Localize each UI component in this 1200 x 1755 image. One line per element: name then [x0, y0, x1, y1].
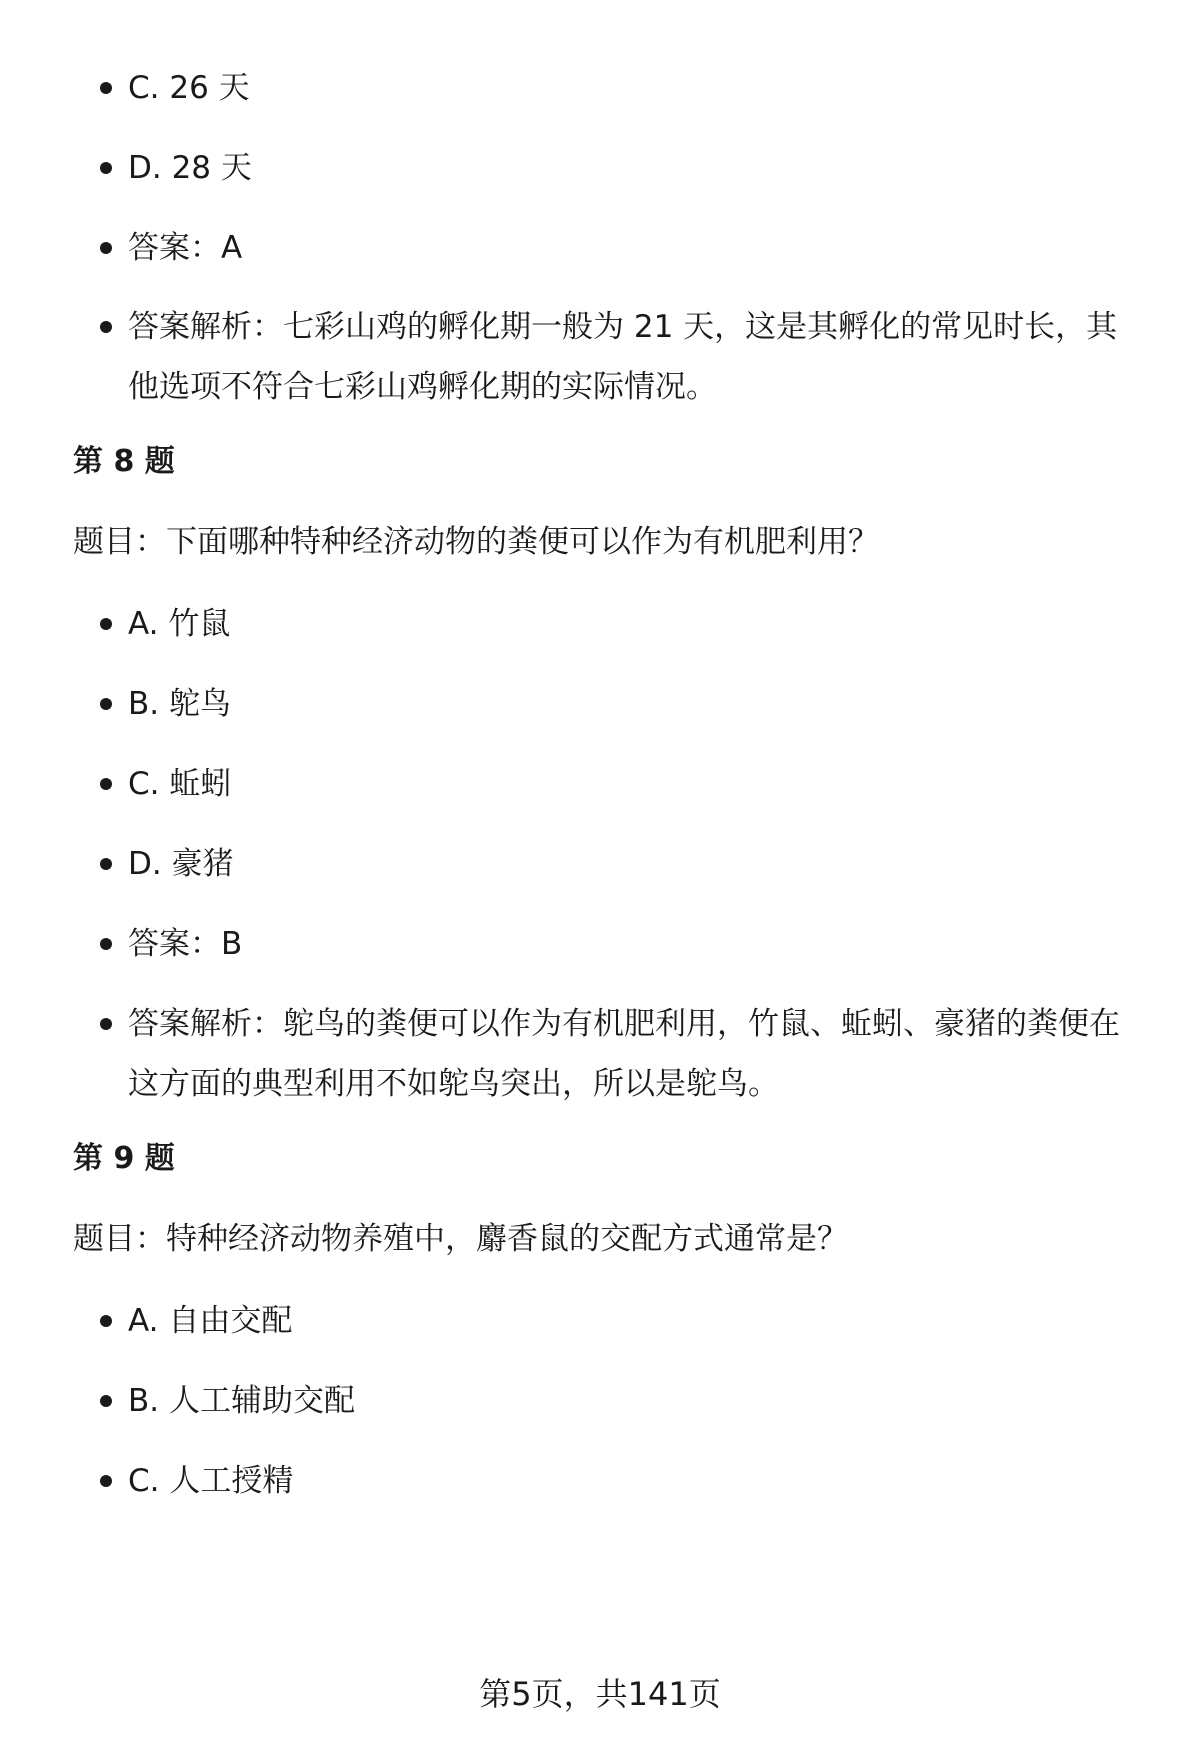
q8-explanation [100, 994, 1140, 1114]
q8-option-c [100, 754, 1140, 814]
q8-option-a-text: A. 竹鼠 [128, 606, 231, 642]
q9-question: 题目：特种经济动物养殖中，麝香鼠的交配方式通常是？ [73, 1221, 848, 1257]
q8-answer [100, 914, 1140, 974]
q7-explanation-text: 答案解析：七彩山鸡的孵化期一般为 21 天，这是其孵化的常见时长，其他选项不符合七彩山鸡孵化期的实际情况。 [128, 309, 1118, 405]
q8-explanation-text: 答案解析：鸵鸟的粪便可以作为有机肥利用，竹鼠、蚯蚓、豪猪的粪便在这方面的典型利用不如鸵鸟突出，所以是鸵鸟。 [128, 1006, 1120, 1102]
q8-option-d-text: D. 豪猪 [128, 846, 234, 882]
page-number-footer: 第5页，共141页 [479, 1675, 721, 1713]
q7-explanation [100, 297, 1140, 417]
q8-option-d [100, 834, 1140, 894]
q7-answer-text: 答案：A [128, 230, 243, 266]
q7-answer [100, 218, 1140, 278]
q9-option-a [100, 1291, 1140, 1351]
q8-heading: 第 8 题 [73, 444, 175, 479]
q9-heading: 第 9 题 [73, 1141, 175, 1176]
q7-option-d-text: D. 28 天 [128, 150, 252, 186]
q7-option-c [100, 58, 1140, 118]
q7-option-c-text: C. 26 天 [128, 70, 250, 106]
q8-option-b [100, 674, 1140, 734]
q9-option-b [100, 1371, 1140, 1431]
q8-option-c-text: C. 蚯蚓 [128, 766, 232, 802]
q8-answer-text: 答案：B [128, 926, 243, 962]
q8-option-b-text: B. 鸵鸟 [128, 686, 231, 722]
q9-option-c-text: C. 人工授精 [128, 1463, 294, 1499]
q9-option-a-text: A. 自由交配 [128, 1303, 293, 1339]
q8-option-a [100, 594, 1140, 654]
q9-option-b-text: B. 人工辅助交配 [128, 1383, 355, 1419]
q9-option-c [100, 1451, 1140, 1511]
q7-option-d [100, 138, 1140, 198]
q8-question: 题目：下面哪种特种经济动物的粪便可以作为有机肥利用？ [73, 524, 879, 560]
